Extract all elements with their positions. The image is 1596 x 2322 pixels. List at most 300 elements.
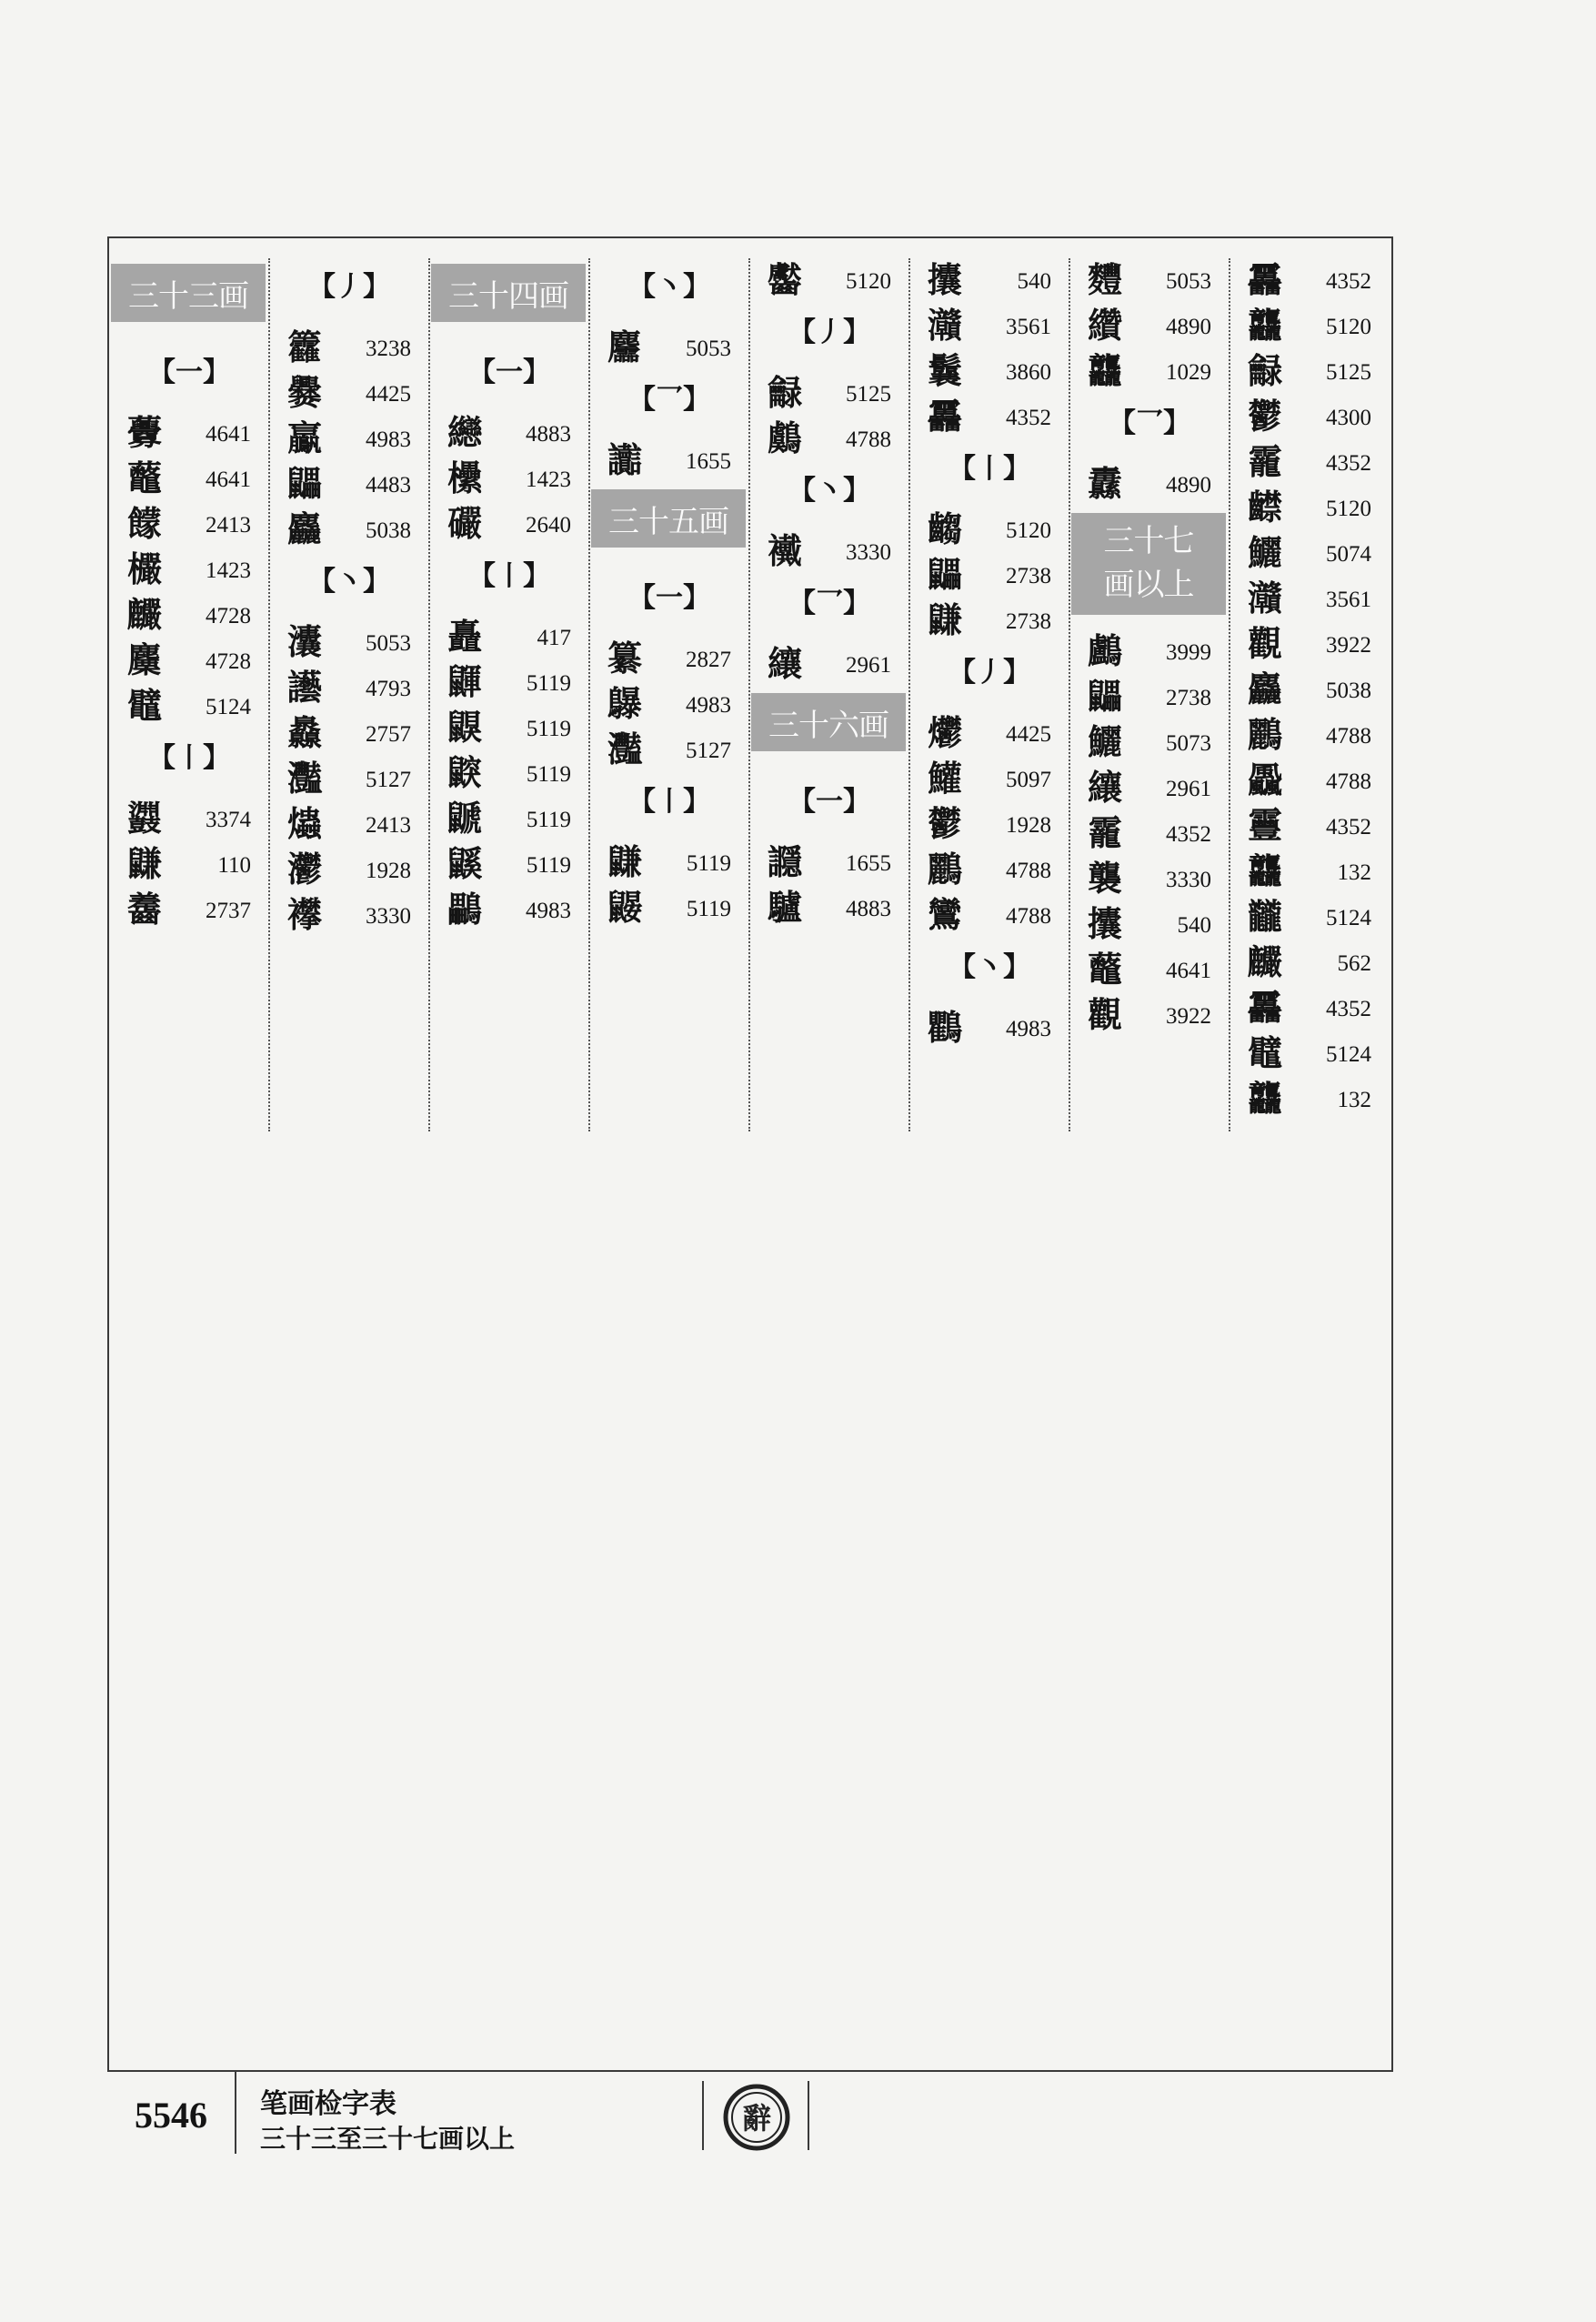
footer-subtitle: 三十三至三十七画以上 — [260, 2124, 516, 2154]
entry-page-number: 2640 — [526, 513, 571, 538]
entry-character: 鼸 — [127, 843, 163, 884]
entry-character: 鸝 — [928, 849, 963, 890]
entry-page-number: 4788 — [846, 427, 891, 452]
entry-character: 驢 — [768, 887, 803, 928]
index-entry — [589, 728, 749, 773]
entry-character: 龘 — [1248, 850, 1283, 891]
entry-character: 鼺 — [1088, 676, 1123, 717]
entry-character: 龖 — [1248, 896, 1283, 937]
entry-character: 鼺 — [287, 463, 323, 504]
entry-character: 攮 — [1088, 903, 1123, 944]
entry-page-number: 5120 — [1006, 518, 1051, 543]
entry-character: 觀 — [1088, 994, 1123, 1035]
entry-character: 鼸 — [607, 841, 643, 882]
entry-character: 鼶 — [447, 798, 483, 839]
entry-page-number: 1928 — [1006, 813, 1051, 838]
index-entry — [429, 660, 589, 706]
radical-stroke-subheader: 【丨】 — [148, 742, 230, 774]
index-entry — [1230, 258, 1390, 304]
index-entry — [1230, 486, 1390, 531]
entry-page-number: 4788 — [1006, 904, 1051, 929]
index-columns — [109, 238, 1391, 1125]
index-entry — [429, 888, 589, 933]
index-entry — [269, 893, 429, 939]
entry-page-number: 2738 — [1006, 564, 1051, 588]
index-entry — [1230, 349, 1390, 395]
index-entry — [1069, 811, 1230, 857]
entry-page-number: 2413 — [206, 513, 251, 538]
entry-character: 鼳 — [447, 707, 483, 748]
entry-character: 礹 — [447, 503, 483, 544]
entry-page-number: 5127 — [366, 768, 411, 792]
radical-stroke-subheader: 【乛】 — [788, 588, 870, 619]
entry-page-number: 5038 — [1326, 679, 1371, 703]
index-entry — [109, 888, 269, 933]
entry-page-number: 5053 — [1166, 269, 1211, 294]
entry-character: 麢 — [607, 327, 643, 367]
entry-page-number: 5119 — [686, 851, 731, 876]
entry-page-number: 4793 — [366, 677, 411, 701]
index-entry — [109, 411, 269, 457]
index-column-3 — [429, 258, 589, 1131]
entry-page-number: 5097 — [1006, 768, 1051, 792]
seal-glyph: 辭 — [741, 2101, 772, 2136]
index-entry — [909, 395, 1069, 440]
entry-character: 鼷 — [447, 843, 483, 884]
index-entry — [269, 802, 429, 848]
entry-character: 矗 — [447, 616, 483, 657]
entry-page-number: 4352 — [1326, 269, 1371, 294]
entry-page-number: 5124 — [206, 695, 251, 719]
entry-page-number: 562 — [1337, 951, 1371, 976]
entry-page-number: 132 — [1337, 1088, 1371, 1112]
index-entry — [109, 842, 269, 888]
radical-stroke-subheader: 【丨】 — [468, 560, 550, 592]
entry-character: 灩 — [607, 729, 643, 769]
index-entry — [1069, 720, 1230, 766]
index-entry — [429, 457, 589, 502]
entry-page-number: 5124 — [1326, 906, 1371, 930]
entry-character: 麣 — [1248, 941, 1283, 982]
index-entry — [1069, 948, 1230, 993]
entry-page-number: 1655 — [686, 449, 731, 474]
entry-character: 鼝 — [127, 798, 163, 839]
entry-page-number: 5119 — [686, 897, 731, 921]
index-entry — [909, 349, 1069, 395]
entry-character: 襶 — [768, 530, 803, 571]
index-entry — [1069, 304, 1230, 349]
index-entry — [1230, 804, 1390, 849]
index-entry — [1230, 668, 1390, 713]
index-entry — [269, 620, 429, 666]
entry-character: 鬤 — [928, 350, 963, 391]
entry-page-number: 110 — [217, 853, 251, 878]
entry-page-number: 4483 — [366, 473, 411, 498]
entry-character: 鼲 — [447, 661, 483, 702]
entry-page-number: 4641 — [206, 422, 251, 447]
entry-page-number: 4352 — [1326, 451, 1371, 476]
entry-page-number: 1655 — [846, 851, 891, 876]
entry-page-number: 4788 — [1326, 769, 1371, 794]
entry-character: 靐 — [1248, 987, 1283, 1028]
entry-character: 虌 — [1088, 949, 1123, 990]
index-entry — [1230, 895, 1390, 940]
entry-page-number: 3330 — [366, 904, 411, 929]
entry-page-number: 3330 — [1166, 868, 1211, 892]
index-entry — [749, 529, 909, 575]
index-entry — [1230, 531, 1390, 577]
index-column-7 — [1069, 258, 1230, 1131]
seal-right-bar — [808, 2081, 809, 2150]
entry-page-number: 2738 — [1006, 609, 1051, 634]
entry-page-number: 4788 — [1006, 859, 1051, 883]
index-entry — [429, 706, 589, 751]
entry-character: 纕 — [768, 643, 803, 684]
index-entry — [1230, 849, 1390, 895]
index-column-5 — [749, 258, 909, 1131]
index-entry — [1230, 440, 1390, 486]
radical-stroke-subheader: 【丶】 — [308, 566, 390, 598]
entry-page-number: 1029 — [1166, 360, 1211, 385]
stroke-count-header — [1071, 513, 1226, 615]
entry-character: 龘 — [1248, 305, 1283, 346]
entry-page-number: 5120 — [1326, 315, 1371, 339]
entry-character: 欙 — [447, 457, 483, 498]
index-column-8 — [1230, 258, 1390, 1131]
entry-character: 麤 — [287, 508, 323, 549]
entry-page-number: 2827 — [686, 648, 731, 672]
entry-page-number: 4352 — [1326, 997, 1371, 1021]
entry-page-number: 4788 — [1326, 724, 1371, 749]
entry-page-number: 4890 — [1166, 315, 1211, 339]
entry-page-number: 4300 — [1326, 406, 1371, 430]
index-entry — [909, 258, 1069, 304]
index-entry — [1230, 577, 1390, 622]
index-entry — [1230, 986, 1390, 1031]
entry-character: 爨 — [287, 372, 323, 413]
footer-divider — [235, 2070, 236, 2154]
entry-character: 灢 — [287, 621, 323, 662]
radical-stroke-subheader: 【丨】 — [949, 453, 1030, 485]
entry-page-number: 4883 — [526, 422, 571, 447]
entry-character: 虌 — [127, 457, 163, 498]
entry-character: 纞 — [447, 412, 483, 453]
index-entry — [429, 411, 589, 457]
entry-page-number: 3374 — [206, 808, 251, 832]
index-entry — [429, 615, 589, 660]
index-entry — [909, 711, 1069, 757]
entry-character: 鸁 — [287, 417, 323, 458]
index-entry — [1069, 462, 1230, 508]
radical-stroke-subheader: 【丶】 — [949, 951, 1030, 983]
entry-character: 讟 — [607, 439, 643, 480]
index-entry — [1230, 395, 1390, 440]
index-entry — [909, 304, 1069, 349]
entry-page-number: 4983 — [1006, 1017, 1051, 1041]
entry-page-number: 3561 — [1006, 315, 1051, 339]
index-entry — [749, 371, 909, 417]
index-column-6 — [909, 258, 1069, 1131]
footer-title: 笔画检字表 — [260, 2088, 396, 2120]
entry-character: 灨 — [1248, 578, 1283, 618]
entry-character: 襻 — [287, 894, 323, 935]
index-column-4 — [589, 258, 749, 1131]
entry-page-number: 5119 — [526, 671, 571, 696]
entry-character: 龣 — [768, 372, 803, 413]
index-entry — [1230, 1077, 1390, 1122]
entry-page-number: 5120 — [1326, 497, 1371, 521]
index-entry — [269, 508, 429, 553]
entry-character: 鬱 — [1248, 396, 1283, 437]
index-entry — [429, 842, 589, 888]
entry-page-number: 540 — [1177, 913, 1211, 938]
entry-character: 麷 — [1088, 259, 1123, 300]
entry-page-number: 4728 — [206, 604, 251, 628]
radical-stroke-subheader: 【乛】 — [628, 384, 710, 416]
index-entry — [909, 848, 1069, 893]
entry-character: 灥 — [287, 712, 323, 753]
entry-page-number: 3922 — [1326, 633, 1371, 658]
radical-stroke-subheader: 【一】 — [148, 357, 230, 388]
entry-character: 鼊 — [127, 685, 163, 726]
index-entry — [109, 593, 269, 638]
entry-character: 鼊 — [1248, 1032, 1283, 1073]
entry-character: 灩 — [287, 758, 323, 799]
entry-page-number: 3330 — [846, 540, 891, 565]
index-entry — [749, 258, 909, 304]
entry-page-number: 4983 — [686, 693, 731, 718]
entry-page-number: 4425 — [1006, 722, 1051, 747]
entry-character: 靊 — [1248, 805, 1283, 846]
entry-page-number: 5125 — [846, 382, 891, 407]
entry-page-number: 2961 — [1166, 777, 1211, 801]
entry-character: 靐 — [1248, 259, 1283, 300]
entry-character: 讔 — [768, 841, 803, 882]
entry-character: 籱 — [287, 327, 323, 367]
stroke-count-header: 三十五画 — [591, 489, 746, 548]
radical-stroke-subheader: 【丨】 — [628, 786, 710, 818]
entry-page-number: 132 — [1337, 860, 1371, 885]
entry-character: 鱺 — [1248, 532, 1283, 573]
entry-page-number: 1423 — [206, 558, 251, 583]
entry-character: 鸜 — [928, 1007, 963, 1048]
stroke-count-header: 三十六画 — [751, 693, 906, 751]
entry-page-number: 5074 — [1326, 542, 1371, 567]
index-entry — [1069, 766, 1230, 811]
entry-character: 龣 — [1248, 350, 1283, 391]
index-entry — [909, 553, 1069, 598]
index-entry — [109, 797, 269, 842]
entry-character: 虋 — [127, 412, 163, 453]
index-entry — [1230, 622, 1390, 668]
index-column-2 — [269, 258, 429, 1131]
entry-character: 爩 — [928, 712, 963, 753]
entry-page-number: 4983 — [526, 899, 571, 923]
index-entry — [909, 802, 1069, 848]
entry-character: 靇 — [1248, 441, 1283, 482]
radical-stroke-subheader: 【一】 — [788, 786, 870, 818]
entry-page-number: 5053 — [366, 631, 411, 656]
entry-character: 鸓 — [447, 889, 483, 930]
entry-character: 攮 — [928, 259, 963, 300]
radical-stroke-subheader: 【丿】 — [788, 317, 870, 348]
index-entry — [269, 711, 429, 757]
entry-page-number: 4352 — [1006, 406, 1051, 430]
entry-character: 龘 — [1088, 350, 1123, 391]
entry-character: 鸆 — [768, 417, 803, 458]
index-entry — [909, 508, 1069, 553]
entry-page-number: 4641 — [206, 467, 251, 492]
entry-page-number: 4728 — [206, 649, 251, 674]
entry-character: 纕 — [1088, 767, 1123, 808]
entry-page-number: 5119 — [526, 853, 571, 878]
seal-left-bar — [702, 2081, 704, 2150]
entry-character: 鬱 — [928, 803, 963, 844]
radical-stroke-subheader: 【丿】 — [308, 271, 390, 303]
index-column-1 — [109, 258, 269, 1131]
entry-character: 鼵 — [447, 752, 483, 793]
entry-character: 鸕 — [1088, 630, 1123, 671]
entry-page-number: 5038 — [366, 518, 411, 543]
entry-page-number: 5125 — [1326, 360, 1371, 385]
index-entry — [109, 548, 269, 593]
entry-page-number: 5120 — [846, 269, 891, 294]
entry-character: 襲 — [1088, 858, 1123, 899]
entry-page-number: 4883 — [846, 897, 891, 921]
entry-character: 鱹 — [928, 758, 963, 799]
entry-character: 飍 — [1248, 759, 1283, 800]
index-entry — [589, 438, 749, 484]
footer-rule — [235, 2070, 1393, 2072]
index-entry — [269, 462, 429, 508]
index-entry — [1230, 1031, 1390, 1077]
entry-character: 纘 — [1088, 305, 1123, 346]
index-entry — [1069, 629, 1230, 675]
entry-page-number: 3999 — [1166, 640, 1211, 665]
entry-page-number: 540 — [1017, 269, 1051, 294]
entry-page-number: 2737 — [206, 899, 251, 923]
radical-stroke-subheader: 【乛】 — [1109, 407, 1190, 439]
entry-page-number: 4641 — [1166, 959, 1211, 983]
index-entry — [589, 637, 749, 682]
entry-page-number: 5124 — [1326, 1042, 1371, 1067]
entry-page-number: 1928 — [366, 859, 411, 883]
stroke-count-header-line: 画以上 — [1103, 568, 1194, 602]
index-entry — [749, 840, 909, 886]
entry-page-number: 2757 — [366, 722, 411, 747]
index-entry — [1069, 675, 1230, 720]
entry-page-number: 3922 — [1166, 1004, 1211, 1029]
index-entry — [109, 457, 269, 502]
entry-character: 靐 — [928, 396, 963, 437]
entry-page-number: 4983 — [366, 427, 411, 452]
entry-character: 灨 — [928, 305, 963, 346]
index-entry — [269, 417, 429, 462]
entry-character: 纛 — [1088, 463, 1123, 504]
index-entry — [269, 757, 429, 802]
entry-character: 鼸 — [928, 599, 963, 640]
entry-page-number: 2738 — [1166, 686, 1211, 710]
entry-page-number: 4352 — [1326, 815, 1371, 839]
index-entry — [749, 417, 909, 462]
index-entry — [109, 502, 269, 548]
entry-page-number: 5119 — [526, 762, 571, 787]
index-entry — [749, 886, 909, 931]
entry-page-number: 3238 — [366, 337, 411, 361]
index-entry — [109, 684, 269, 729]
entry-page-number: 4425 — [366, 382, 411, 407]
entry-character: 麜 — [127, 639, 163, 680]
entry-character: 饛 — [127, 503, 163, 544]
entry-character: 鱺 — [1088, 721, 1123, 762]
entry-page-number: 3860 — [1006, 360, 1051, 385]
index-entry — [909, 757, 1069, 802]
entry-page-number: 2413 — [366, 813, 411, 838]
entry-character: 鸝 — [1248, 714, 1283, 755]
entry-character: 灪 — [287, 849, 323, 890]
index-entry — [909, 598, 1069, 644]
index-entry — [1069, 993, 1230, 1039]
index-entry — [589, 682, 749, 728]
radical-stroke-subheader: 【一】 — [468, 357, 550, 388]
entry-page-number: 5119 — [526, 717, 571, 741]
entry-character: 爞 — [287, 803, 323, 844]
index-entry — [909, 893, 1069, 939]
page-number: 5546 — [135, 2095, 207, 2136]
index-entry — [1069, 349, 1230, 395]
index-entry — [269, 666, 429, 711]
entry-character: 齾 — [768, 259, 803, 300]
entry-page-number: 5127 — [686, 739, 731, 763]
index-entry — [1069, 258, 1230, 304]
entry-character: 齹 — [127, 889, 163, 930]
entry-page-number: 2961 — [846, 653, 891, 678]
index-entry — [1230, 304, 1390, 349]
index-entry — [269, 371, 429, 417]
index-entry — [1230, 759, 1390, 804]
entry-character: 龘 — [1248, 1078, 1283, 1119]
entry-page-number: 5119 — [526, 808, 571, 832]
index-entry — [589, 840, 749, 886]
radical-stroke-subheader: 【一】 — [628, 582, 710, 614]
entry-character: 齺 — [928, 508, 963, 549]
index-entry — [269, 848, 429, 893]
index-entry — [1230, 940, 1390, 986]
index-entry — [1230, 713, 1390, 759]
index-entry — [429, 502, 589, 548]
entry-character: 鸞 — [928, 894, 963, 935]
radical-stroke-subheader: 【丶】 — [628, 271, 710, 303]
index-entry — [269, 326, 429, 371]
entry-page-number: 417 — [537, 626, 571, 650]
entry-page-number: 1423 — [526, 467, 571, 492]
index-entry — [589, 886, 749, 931]
index-entry — [909, 1006, 1069, 1051]
entry-character: 齽 — [1248, 487, 1283, 528]
entry-character: 讛 — [287, 667, 323, 708]
entry-character: 鼺 — [928, 554, 963, 595]
index-entry — [429, 797, 589, 842]
radical-stroke-subheader: 【丿】 — [949, 657, 1030, 689]
entry-page-number: 3561 — [1326, 588, 1371, 612]
seal-area — [702, 2081, 811, 2154]
index-entry — [429, 751, 589, 797]
index-entry — [749, 642, 909, 688]
entry-character: 纂 — [607, 638, 643, 679]
index-entry — [109, 638, 269, 684]
entry-character: 麣 — [127, 594, 163, 635]
entry-page-number: 5073 — [1166, 731, 1211, 756]
